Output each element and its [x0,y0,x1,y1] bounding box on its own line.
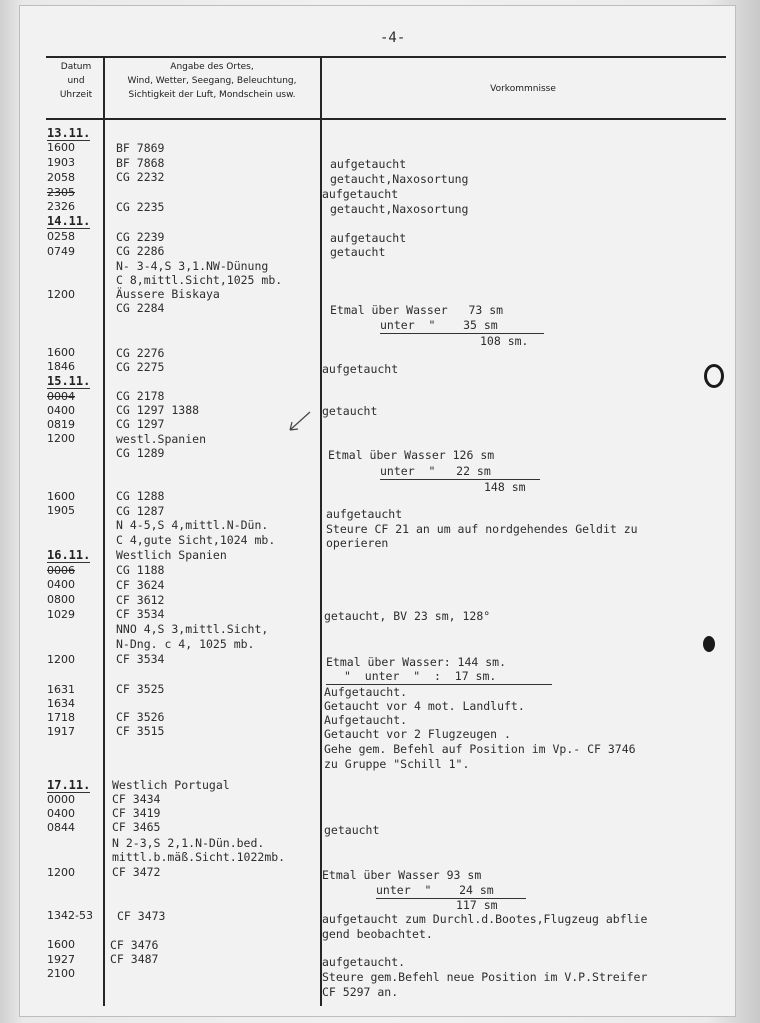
header-ort: Angabe des Ortes, Wind, Wetter, Seegang, Beleuchtung, Sichtigkeit der Luft, Mondschein usw. [127,62,297,100]
location-entry: CG 2239 [116,230,165,244]
time-entry: 2326 [47,200,75,213]
event-entry: getaucht, BV 23 sm, 128° [324,609,491,623]
time-entry: 1718 [47,711,75,724]
location-entry: C 8,mittl.Sicht,1025 mb. [116,273,283,287]
time-entry: 2100 [47,967,75,980]
time-entry: 1905 [47,504,75,517]
location-entry: CG 2286 [116,244,165,258]
event-entry: aufgetaucht [330,157,407,171]
location-entry: C 4,gute Sicht,1024 mb. [116,533,276,547]
location-entry: N 2-3,S 2,1.N-Dün.bed. [112,836,265,850]
time-entry: 1200 [47,288,75,301]
location-entry: CG 1289 [116,446,165,460]
event-entry: unter " 35 sm [380,318,498,332]
event-entry: CF 5297 an. [322,985,399,999]
location-entry: N-Dng. c 4, 1025 mb. [116,637,255,651]
location-entry: CF 3526 [116,710,165,724]
time-entry: 2058 [47,171,75,184]
event-entry: 117 sm [456,898,498,912]
time-entry: 1200 [47,866,75,879]
time-entry: 1634 [47,697,75,710]
event-entry: Etmal über Wasser 73 sm [330,303,504,317]
location-entry: westl.Spanien [116,432,207,446]
time-entry: 1600 [47,938,75,951]
location-entry: CF 3419 [112,806,161,820]
location-entry: CF 3525 [116,682,165,696]
time-entry: 0749 [47,245,75,258]
time-entry: 2305 [47,186,75,199]
location-entry: CG 1287 [116,504,165,518]
time-entry: 0819 [47,418,75,431]
header-vorkommnisse: Vorkommnisse [490,84,556,94]
event-entry: Steure CF 21 an um auf nordgehendes Geldit zu [326,522,638,536]
location-entry: BF 7868 [116,156,165,170]
header-bottom-rule [46,118,726,120]
event-entry: Aufgetaucht. [324,685,408,699]
event-entry: aufgetaucht [326,507,403,521]
location-entry: CF 3434 [112,792,161,806]
location-entry: BF 7869 [116,141,165,155]
time-entry: 1600 [47,490,75,503]
location-entry: CF 3515 [116,724,165,738]
etmal-underline [376,898,526,899]
location-entry: mittl.b.mäß.Sicht.1022mb. [112,850,286,864]
location-entry: CG 2276 [116,346,165,360]
event-entry: unter " 24 sm [376,883,494,897]
time-entry: 1631 [47,683,75,696]
event-entry: getaucht [322,404,378,418]
location-entry: CG 1188 [116,563,165,577]
event-entry: getaucht [330,245,386,259]
table-top-rule [46,56,726,58]
event-entry: 148 sm [484,480,526,494]
event-entry: gend beobachtet. [322,927,433,941]
time-entry: 1600 [47,346,75,359]
event-entry: " unter " : 17 sm. [344,669,497,683]
time-entry: 1903 [47,156,75,169]
event-entry: getaucht,Naxosortung [330,202,469,216]
location-entry: CF 3487 [110,952,159,966]
date-15-11: 15.11. [47,374,91,388]
date-16-11: 16.11. [47,548,91,562]
event-entry: Getaucht vor 4 mot. Landluft. [324,699,525,713]
event-entry: aufgetaucht [322,187,399,201]
location-entry: CF 3465 [112,820,161,834]
event-entry: Gehe gem. Befehl auf Position im Vp.- CF 3746 [324,742,636,756]
event-entry: Etmal über Wasser: 144 sm. [326,655,507,669]
location-entry: CG 2235 [116,200,165,214]
location-entry: Westlich Portugal [112,778,230,792]
time-entry: 1200 [47,653,75,666]
event-entry: Etmal über Wasser 93 sm [322,868,482,882]
column-divider-1 [103,56,105,1006]
event-entry: 108 sm. [480,334,529,348]
time-entry: 0400 [47,578,75,591]
location-entry: CF 3624 [116,578,165,592]
location-entry: N 4-5,S 4,mittl.N-Dün. [116,518,269,532]
location-entry: CF 3534 [116,652,165,666]
location-entry: CG 2275 [116,360,165,374]
time-entry: 0004 [47,390,75,403]
date-14-11: 14.11. [47,214,91,228]
hole-punch-mark [704,364,724,388]
event-entry: Getaucht vor 2 Flugzeugen . [324,727,511,741]
event-entry: zu Gruppe "Schill 1". [324,757,470,771]
pencil-arrow-mark [286,410,312,434]
date-13-11: 13.11. [47,126,91,140]
event-entry: aufgetaucht [330,231,407,245]
time-entry: 0258 [47,230,75,243]
location-entry: CF 3612 [116,593,165,607]
time-entry: 1029 [47,608,75,621]
location-entry: CG 2284 [116,301,165,315]
time-entry: 1600 [47,141,75,154]
event-entry: unter " 22 sm [380,464,491,478]
time-entry: 0844 [47,821,75,834]
location-entry: CG 1297 [116,417,165,431]
event-entry: aufgetaucht zum Durchl.d.Bootes,Flugzeug abflie [322,912,648,926]
event-entry: operieren [326,536,389,550]
time-entry: 0800 [47,593,75,606]
location-entry: CF 3473 [117,909,166,923]
time-entry: 0400 [47,404,75,417]
header-datum: Datum und Uhrzeit [59,62,93,100]
time-entry: 1342-53 [47,909,93,922]
date-17-11: 17.11. [47,778,91,792]
location-entry: CF 3472 [112,865,161,879]
location-entry: CF 3476 [110,938,159,952]
event-entry: Steure gem.Befehl neue Position im V.P.Streifer [322,970,648,984]
page-number: -4- [380,30,406,46]
location-entry: CG 2232 [116,170,165,184]
location-entry: CG 1297 1388 [116,403,200,417]
event-entry: Etmal über Wasser 126 sm [328,448,495,462]
event-entry: getaucht [324,823,380,837]
location-entry: NNO 4,S 3,mittl.Sicht, [116,622,269,636]
location-entry: Westlich Spanien [116,548,227,562]
event-entry: aufgetaucht. [322,955,406,969]
event-entry: aufgetaucht [322,362,399,376]
ink-blot [703,636,715,652]
time-entry: 1200 [47,432,75,445]
time-entry: 1927 [47,953,75,966]
event-entry: Aufgetaucht. [324,713,408,727]
location-entry: N- 3-4,S 3,1.NW-Dünung [116,259,269,273]
time-entry: 0000 [47,793,75,806]
location-entry: CG 2178 [116,389,165,403]
location-entry: Äussere Biskaya [116,287,220,301]
time-entry: 0006 [47,564,75,577]
location-entry: CF 3534 [116,607,165,621]
time-entry: 0400 [47,807,75,820]
time-entry: 1917 [47,725,75,738]
event-entry: getaucht,Naxosortung [330,172,469,186]
location-entry: CG 1288 [116,489,165,503]
time-entry: 1846 [47,360,75,373]
